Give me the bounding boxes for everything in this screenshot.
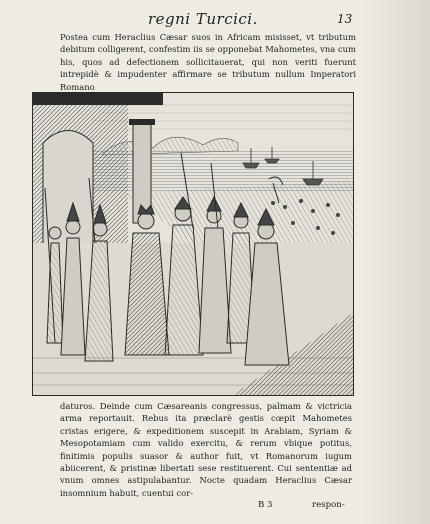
signature-mark: B 3 xyxy=(258,500,273,510)
catchword: respon- xyxy=(312,500,345,510)
engraving-illustration xyxy=(32,92,354,396)
running-head: regni Turcici. xyxy=(148,10,258,28)
page-number: 13 xyxy=(337,12,353,26)
text-paragraph-bottom: daturos. Deinde cum Cæsareanis congressus, palmam & victricia arma reportauit. Rebus ita præclarè gestis cœpit Mahometes cristas erigere, & expeditionem suscepit in Arabiam, Syriam & Mesopotamiam cum valido exercitu, & rerum vbique potitus, finitimis populis suasor & author fuit, vt Romanorum iugum abiicerent, & pristinæ libertati sese restituerent. Cui sententiæ ad vnum omnes astipulabantur. Nocte quadam Heraclius Cæsar insomnium habuit, cuentui cor- xyxy=(60,401,352,498)
engraving-drawing xyxy=(33,93,353,395)
text-paragraph-top: Postea cum Heraclius Cæsar suos in Africam misisset, vt tributum debitum colligerent, confestim iis se opponebat Mahometes, vna cum his, quos ad defectionem sollicitauerat, qui non veriti fuerunt intrepidè & impudenter affirmare se tributum nullum Imperatori Romano xyxy=(60,32,356,92)
facing-page-shadow xyxy=(360,0,430,524)
